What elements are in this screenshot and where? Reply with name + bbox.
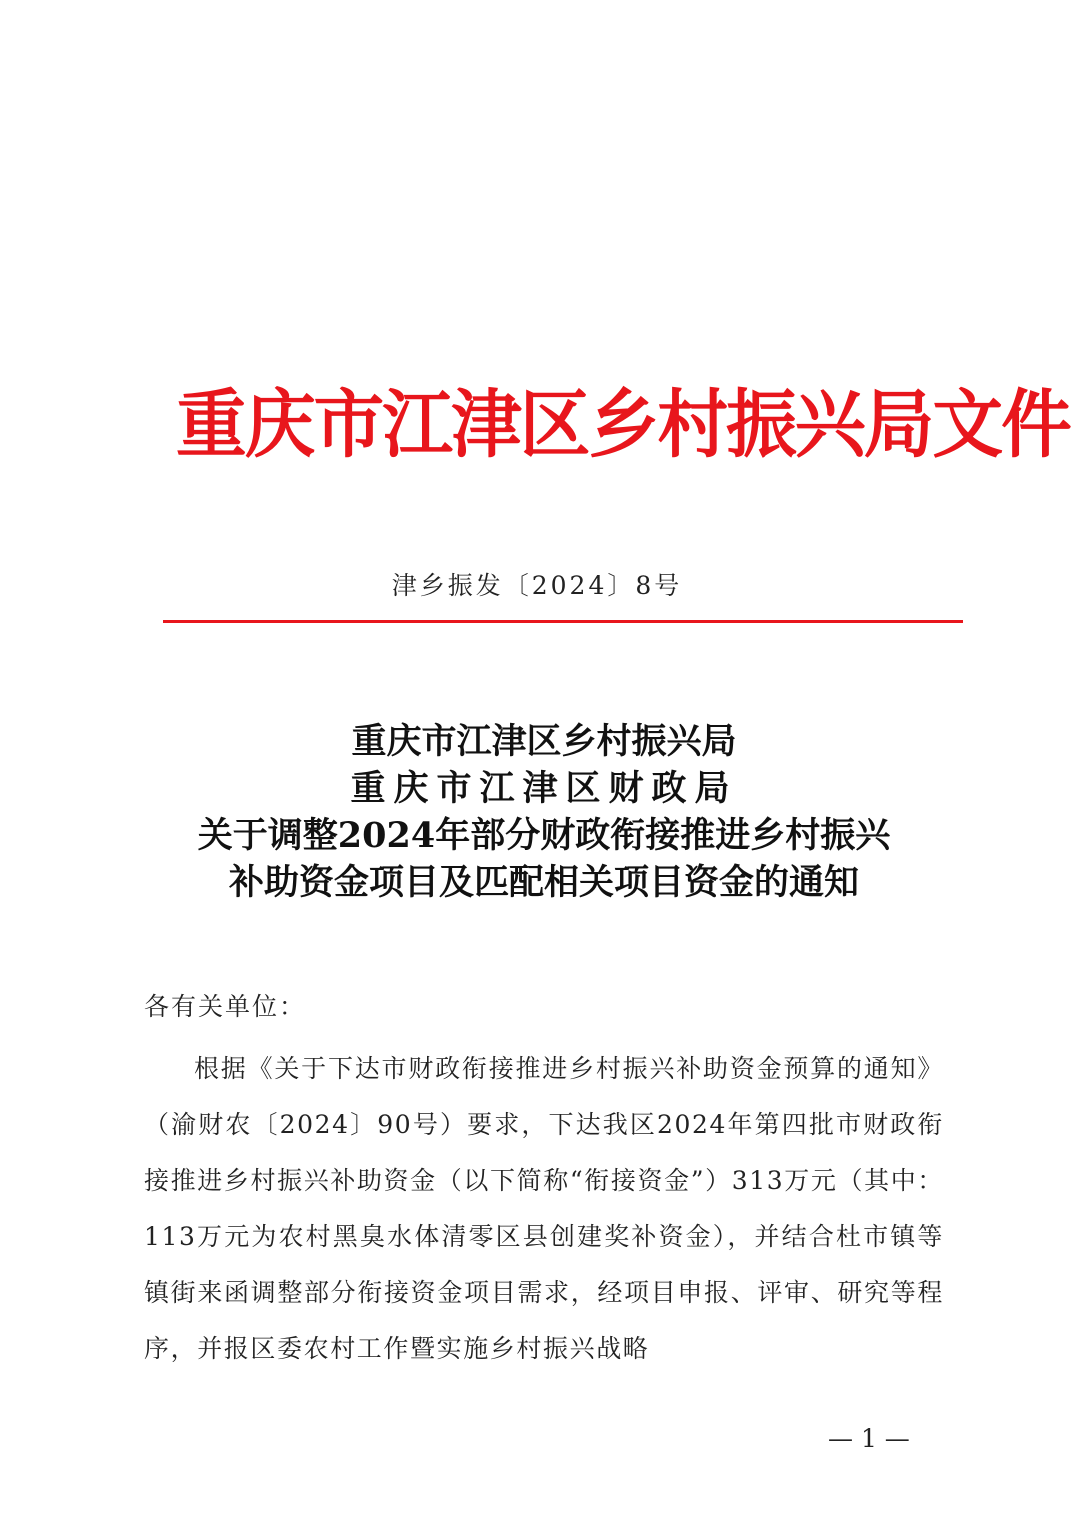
body-paragraph: 根据《关于下达市财政衔接推进乡村振兴补助资金预算的通知》（渝财农〔2024〕90号）要求，下达我区2024年第四批市财政衔接推进乡村振兴补助资金（以下简称“衔接资金”）313万元（其中：113万元为农村黑臭水体清零区县创建奖补资金），并结合杜市镇等镇街来函调整部分衔接资金项目需求，经项目申报、评审、研究等程序，并报区委农村工作暨实施乡村振兴战略 bbox=[144, 1054, 944, 1363]
page-number: — 1 — bbox=[828, 1424, 910, 1453]
title-line-issuer-2: 重庆市江津区财政局 bbox=[350, 768, 738, 809]
red-divider-line bbox=[163, 620, 963, 623]
document-body bbox=[144, 985, 944, 1377]
title-line-subject-2: 补助资金项目及匹配相关项目资金的通知 bbox=[228, 862, 859, 903]
title-line-issuer-1: 重庆市江津区乡村振兴局 bbox=[351, 721, 737, 762]
masthead-title: 重庆市江津区乡村振兴局文件 bbox=[176, 382, 1070, 468]
title-line-subject-1: 关于调整2024年部分财政衔接推进乡村振兴 bbox=[197, 815, 891, 856]
document-title bbox=[0, 718, 1074, 906]
salutation: 各有关单位： bbox=[144, 992, 307, 1021]
document-number: 津乡振发〔2024〕8号 bbox=[391, 571, 683, 600]
